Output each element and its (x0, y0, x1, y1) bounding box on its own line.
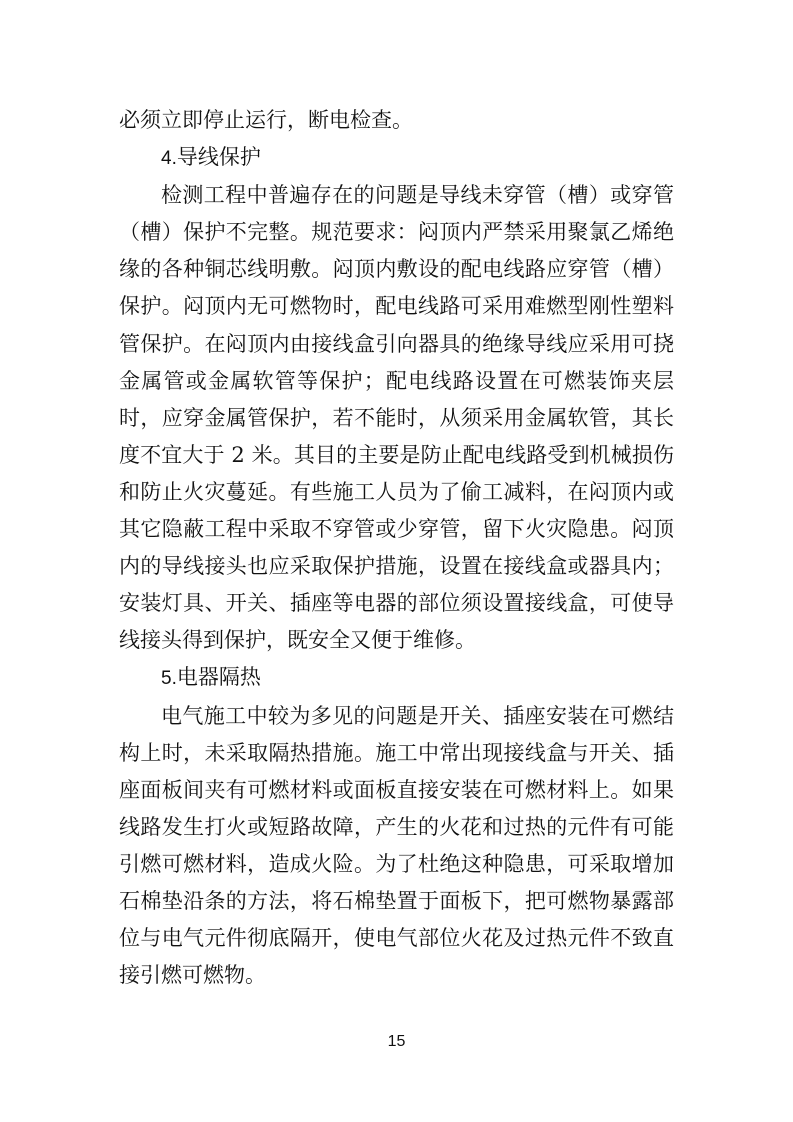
section-number-4: 4. (161, 148, 177, 170)
section-heading-5 (119, 659, 674, 697)
section-heading-4 (119, 139, 674, 177)
page-body (119, 102, 674, 994)
paragraph-intro-continuation: 必须立即停止运行，断电检查。 (119, 108, 413, 132)
section-number-5: 5. (161, 668, 177, 690)
page-number: 15 (387, 1033, 406, 1050)
paragraph-section-5: 电气施工中较为多见的问题是开关、插座安装在可燃结构上时，未采取隔热措施。施工中常出现接线盒与开关、插座面板间夹有可燃材料或面板直接安装在可燃材料上。如果线路发生打火或短路故障，产生的火花和过热的元件有可能引燃可燃材料，造成火险。为了杜绝这种隐患，可采取增加石棉垫沿条的方法，将石棉垫置于面板下，把可燃物暴露部位与电气元件彻底隔开，使电气部位火花及过热元件不致直接引燃可燃物。 (119, 703, 674, 988)
section-title-5: 电器隔热 (176, 665, 261, 690)
section-title-4: 导线保护 (176, 145, 261, 170)
paragraph-section-4: 检测工程中普遍存在的问题是导线未穿管（槽）或穿管（槽）保护不完整。规范要求：闷顶内严禁采用聚氯乙烯绝缘的各种铜芯线明敷。闷顶内敷设的配电线路应穿管（槽）保护。闷顶内无可燃物时，配电线路可采用难燃型刚性塑料管保护。在闷顶内由接线盒引向器具的绝缘导线应采用可挠金属管或金属软管等保护；配电线路设置在可燃装饰夹层时，应穿金属管保护，若不能时，从须采用金属软管，其长度不宜大于 2 米。其目的主要是防止配电线路受到机械损伤和防止火灾蔓延。有些施工人员为了偷工减料，在闷顶内或其它隐蔽工程中采取不穿管或少穿管，留下火灾隐患。闷顶内的导线接头也应采取保护措施，设置在接线盒或器具内；安装灯具、开关、插座等电器的部位须设置接线盒，可使导线接头得到保护，既安全又便于维修。 (119, 183, 674, 653)
